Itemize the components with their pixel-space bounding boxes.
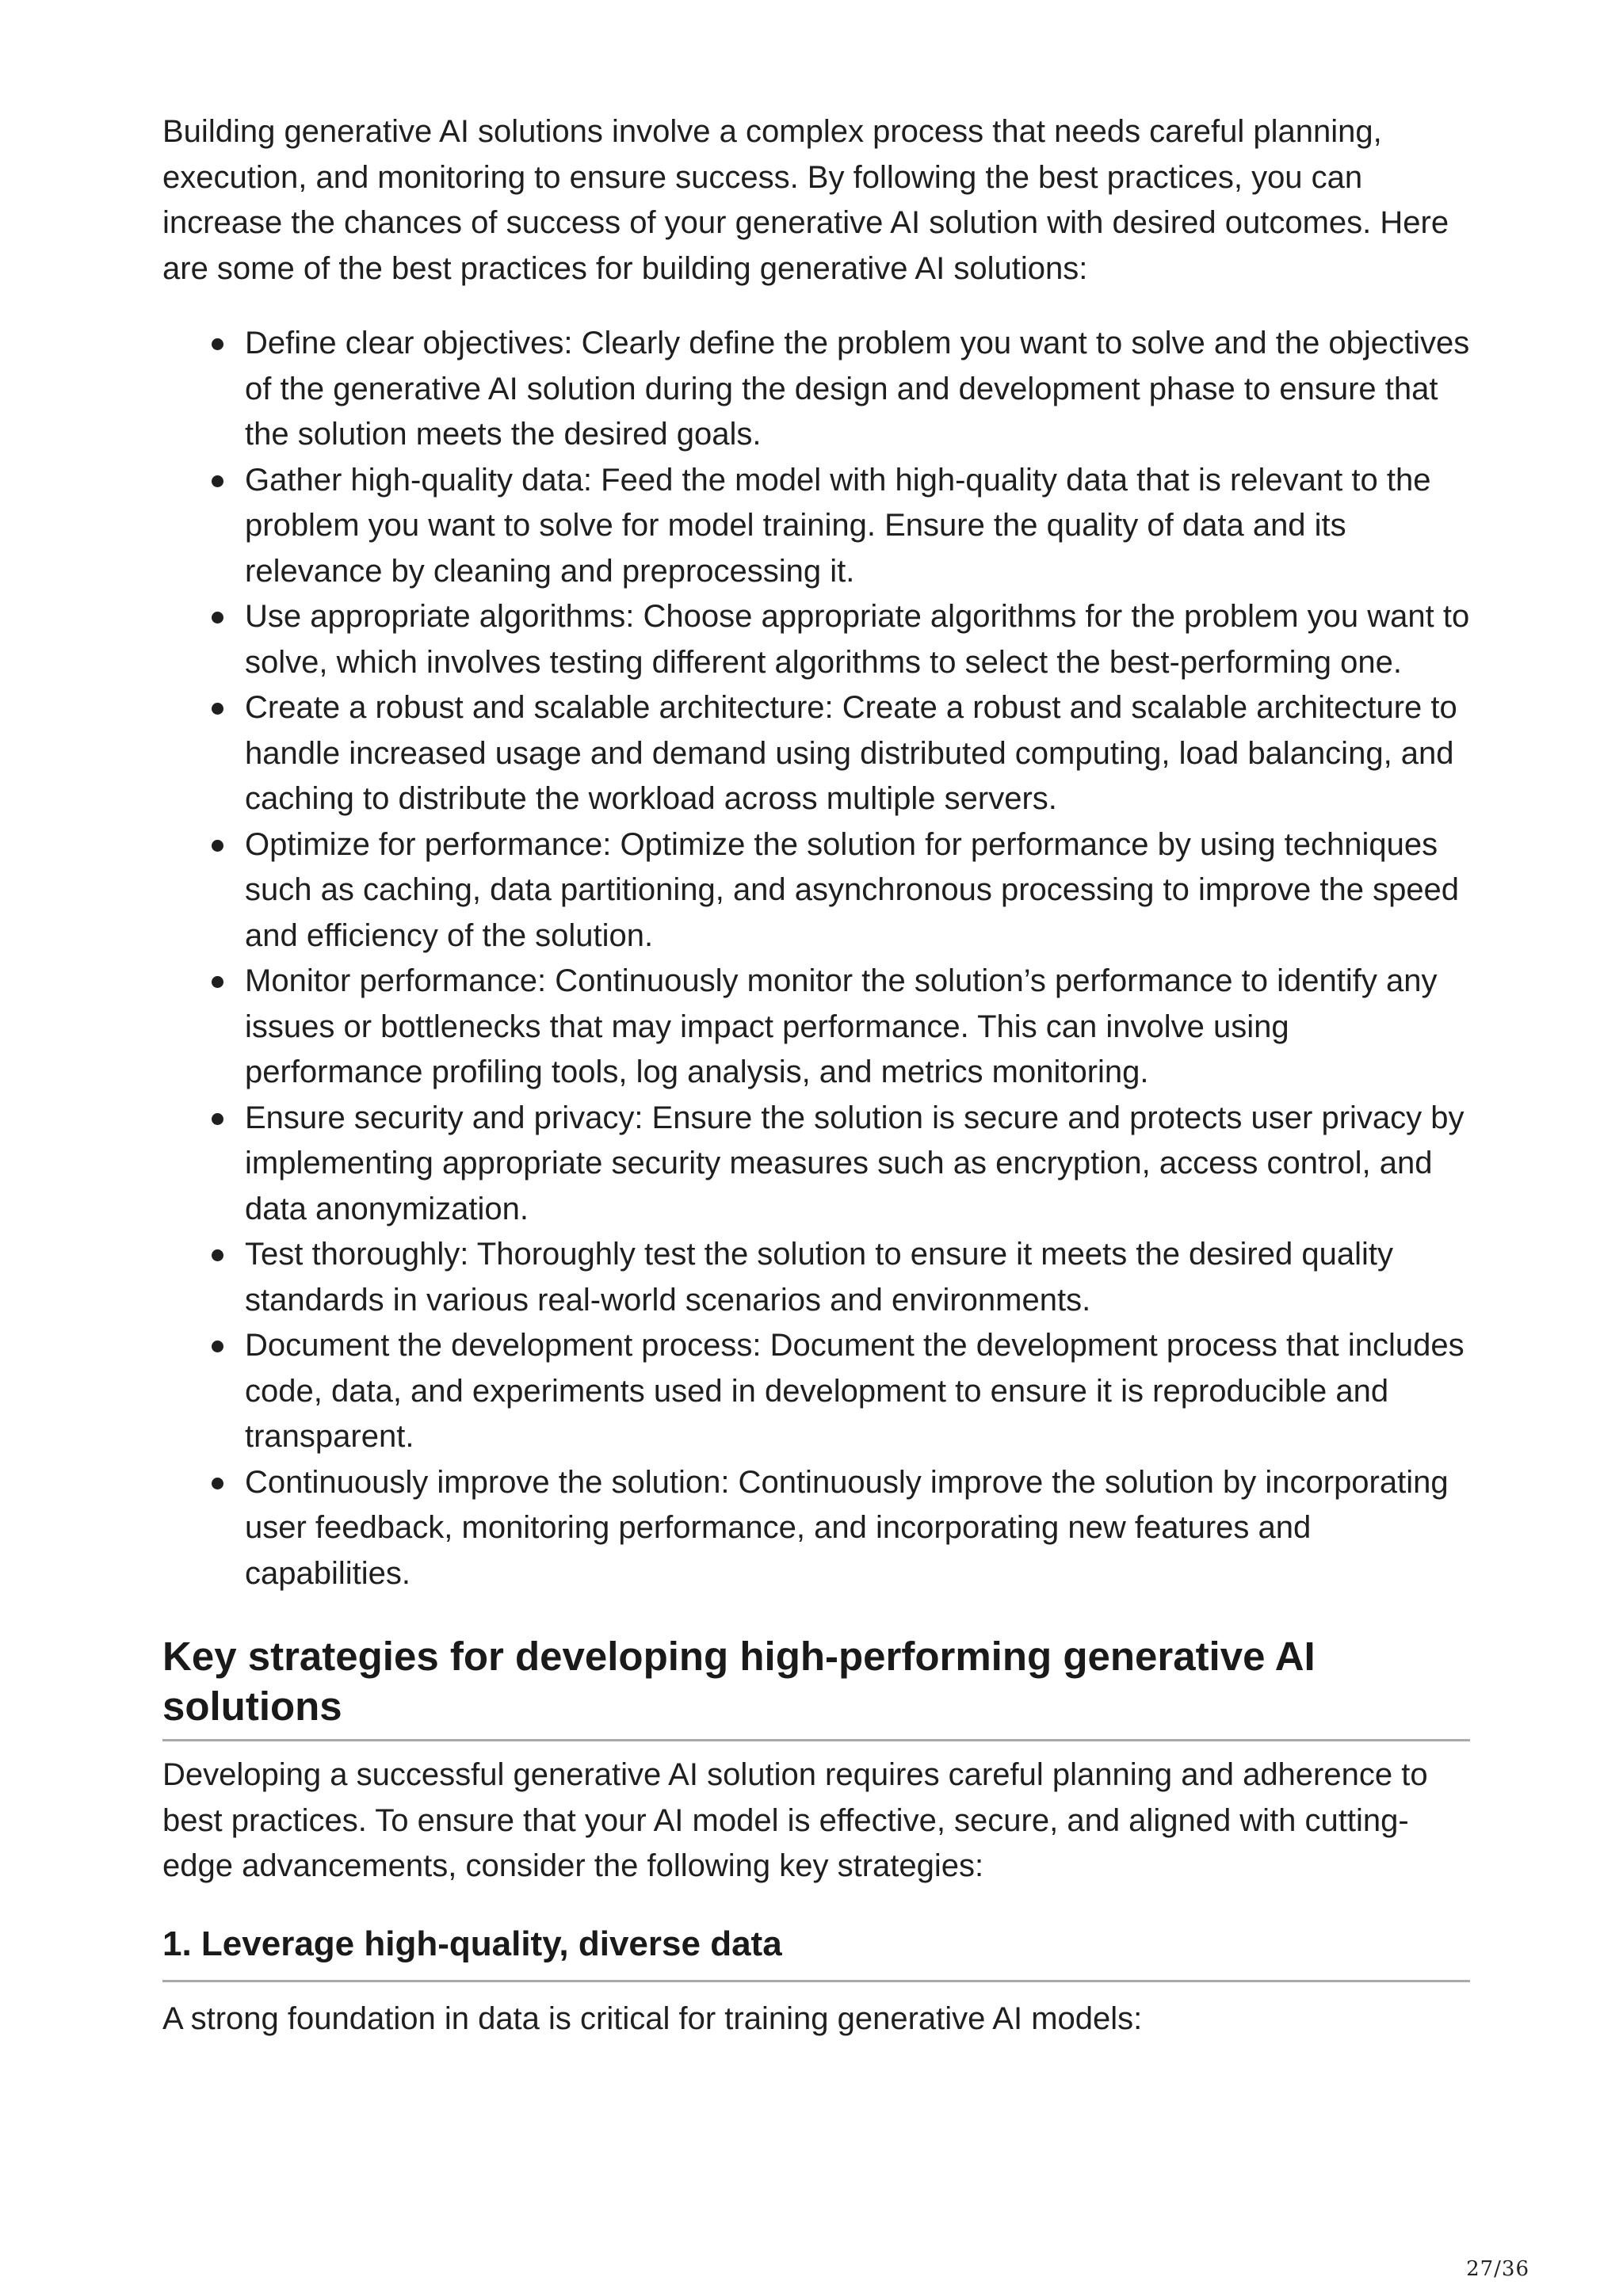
bullet-icon [212, 612, 223, 624]
list-item [162, 594, 1470, 685]
bullet-icon [212, 1249, 223, 1261]
list-item-text: Test thoroughly: Thoroughly test the solution to ensure it meets the desired quality standards in various real-world scenarios and environments. [245, 1237, 1393, 1318]
list-item-text: Gather high-quality data: Feed the model with high-quality data that is relevant to the problem you want to solve for model training. Ensure the quality of data and its relevance by cleaning and preprocessing it. [245, 462, 1431, 589]
page-number: 27/36 [1466, 2257, 1529, 2281]
list-item-text: Define clear objectives: Clearly define the problem you want to solve and the objectives of the generative AI solution during the design and development phase to ensure that the solution meets the desired goals. [245, 326, 1470, 452]
best-practices-list [162, 321, 1470, 1596]
subsection-paragraph: A strong foundation in data is critical for training generative AI models: [162, 2000, 1143, 2036]
list-item-text: Ensure security and privacy: Ensure the solution is secure and protects user privacy by implementing appropriate security measures such as encryption, access control, and data anonymization. [245, 1100, 1465, 1226]
bullet-icon [212, 976, 223, 988]
list-item [162, 1096, 1470, 1233]
list-item-text: Create a robust and scalable architecture: Create a robust and scalable architecture to handle increased usage and demand using distributed computing, load balancing, and caching to distribute the workload across multiple servers. [245, 690, 1457, 816]
list-item [162, 685, 1470, 822]
bullet-icon [212, 338, 223, 350]
document-page [162, 109, 1470, 2042]
list-item [162, 458, 1470, 595]
section-heading: Key strategies for developing high-performing generative AI solutions [162, 1631, 1470, 1741]
bullet-icon [212, 475, 223, 487]
list-item [162, 321, 1470, 458]
section-paragraph: Developing a successful generative AI solution requires careful planning and adherence to best practices. To ensure that your AI model is effective, secure, and aligned with cutting-edge advancements, consider the following key strategies: [162, 1757, 1428, 1883]
list-item-text: Use appropriate algorithms: Choose appropriate algorithms for the problem you want to solve, which involves testing different algorithms to select the best-performing one. [245, 599, 1470, 680]
list-item-text: Optimize for performance: Optimize the solution for performance by using techniques such as caching, data partitioning, and asynchronous processing to improve the speed and efficiency of the solution. [245, 826, 1460, 953]
list-item [162, 1460, 1470, 1597]
bullet-icon [212, 1113, 223, 1125]
list-item-text: Monitor performance: Continuously monitor the solution’s performance to identify any issues or bottlenecks that may impact performance. This can involve using performance profiling tools, log analysis, and metrics monitoring. [245, 963, 1438, 1089]
list-item [162, 1323, 1470, 1460]
bullet-icon [212, 840, 223, 852]
bullet-icon [212, 703, 223, 715]
list-item-text: Document the development process: Document the development process that includes code, data, and experiments used in development to ensure it is reproducible and transparent. [245, 1328, 1465, 1454]
list-item [162, 959, 1470, 1096]
list-item [162, 822, 1470, 959]
list-item [162, 1232, 1470, 1323]
intro-paragraph: Building generative AI solutions involve a complex process that needs careful planning, execution, and monitoring to ensure success. By following the best practices, you can increase the chances of success of your generative AI solution with desired outcomes. Here are some of the best practices for building generative AI solutions: [162, 114, 1449, 286]
subsection-heading: 1. Leverage high-quality, diverse data [162, 1923, 1470, 1982]
bullet-icon [212, 1478, 223, 1489]
list-item-text: Continuously improve the solution: Continuously improve the solution by incorporating user feedback, monitoring performance, and incorporating new features and capabilities. [245, 1464, 1449, 1591]
bullet-icon [212, 1341, 223, 1352]
